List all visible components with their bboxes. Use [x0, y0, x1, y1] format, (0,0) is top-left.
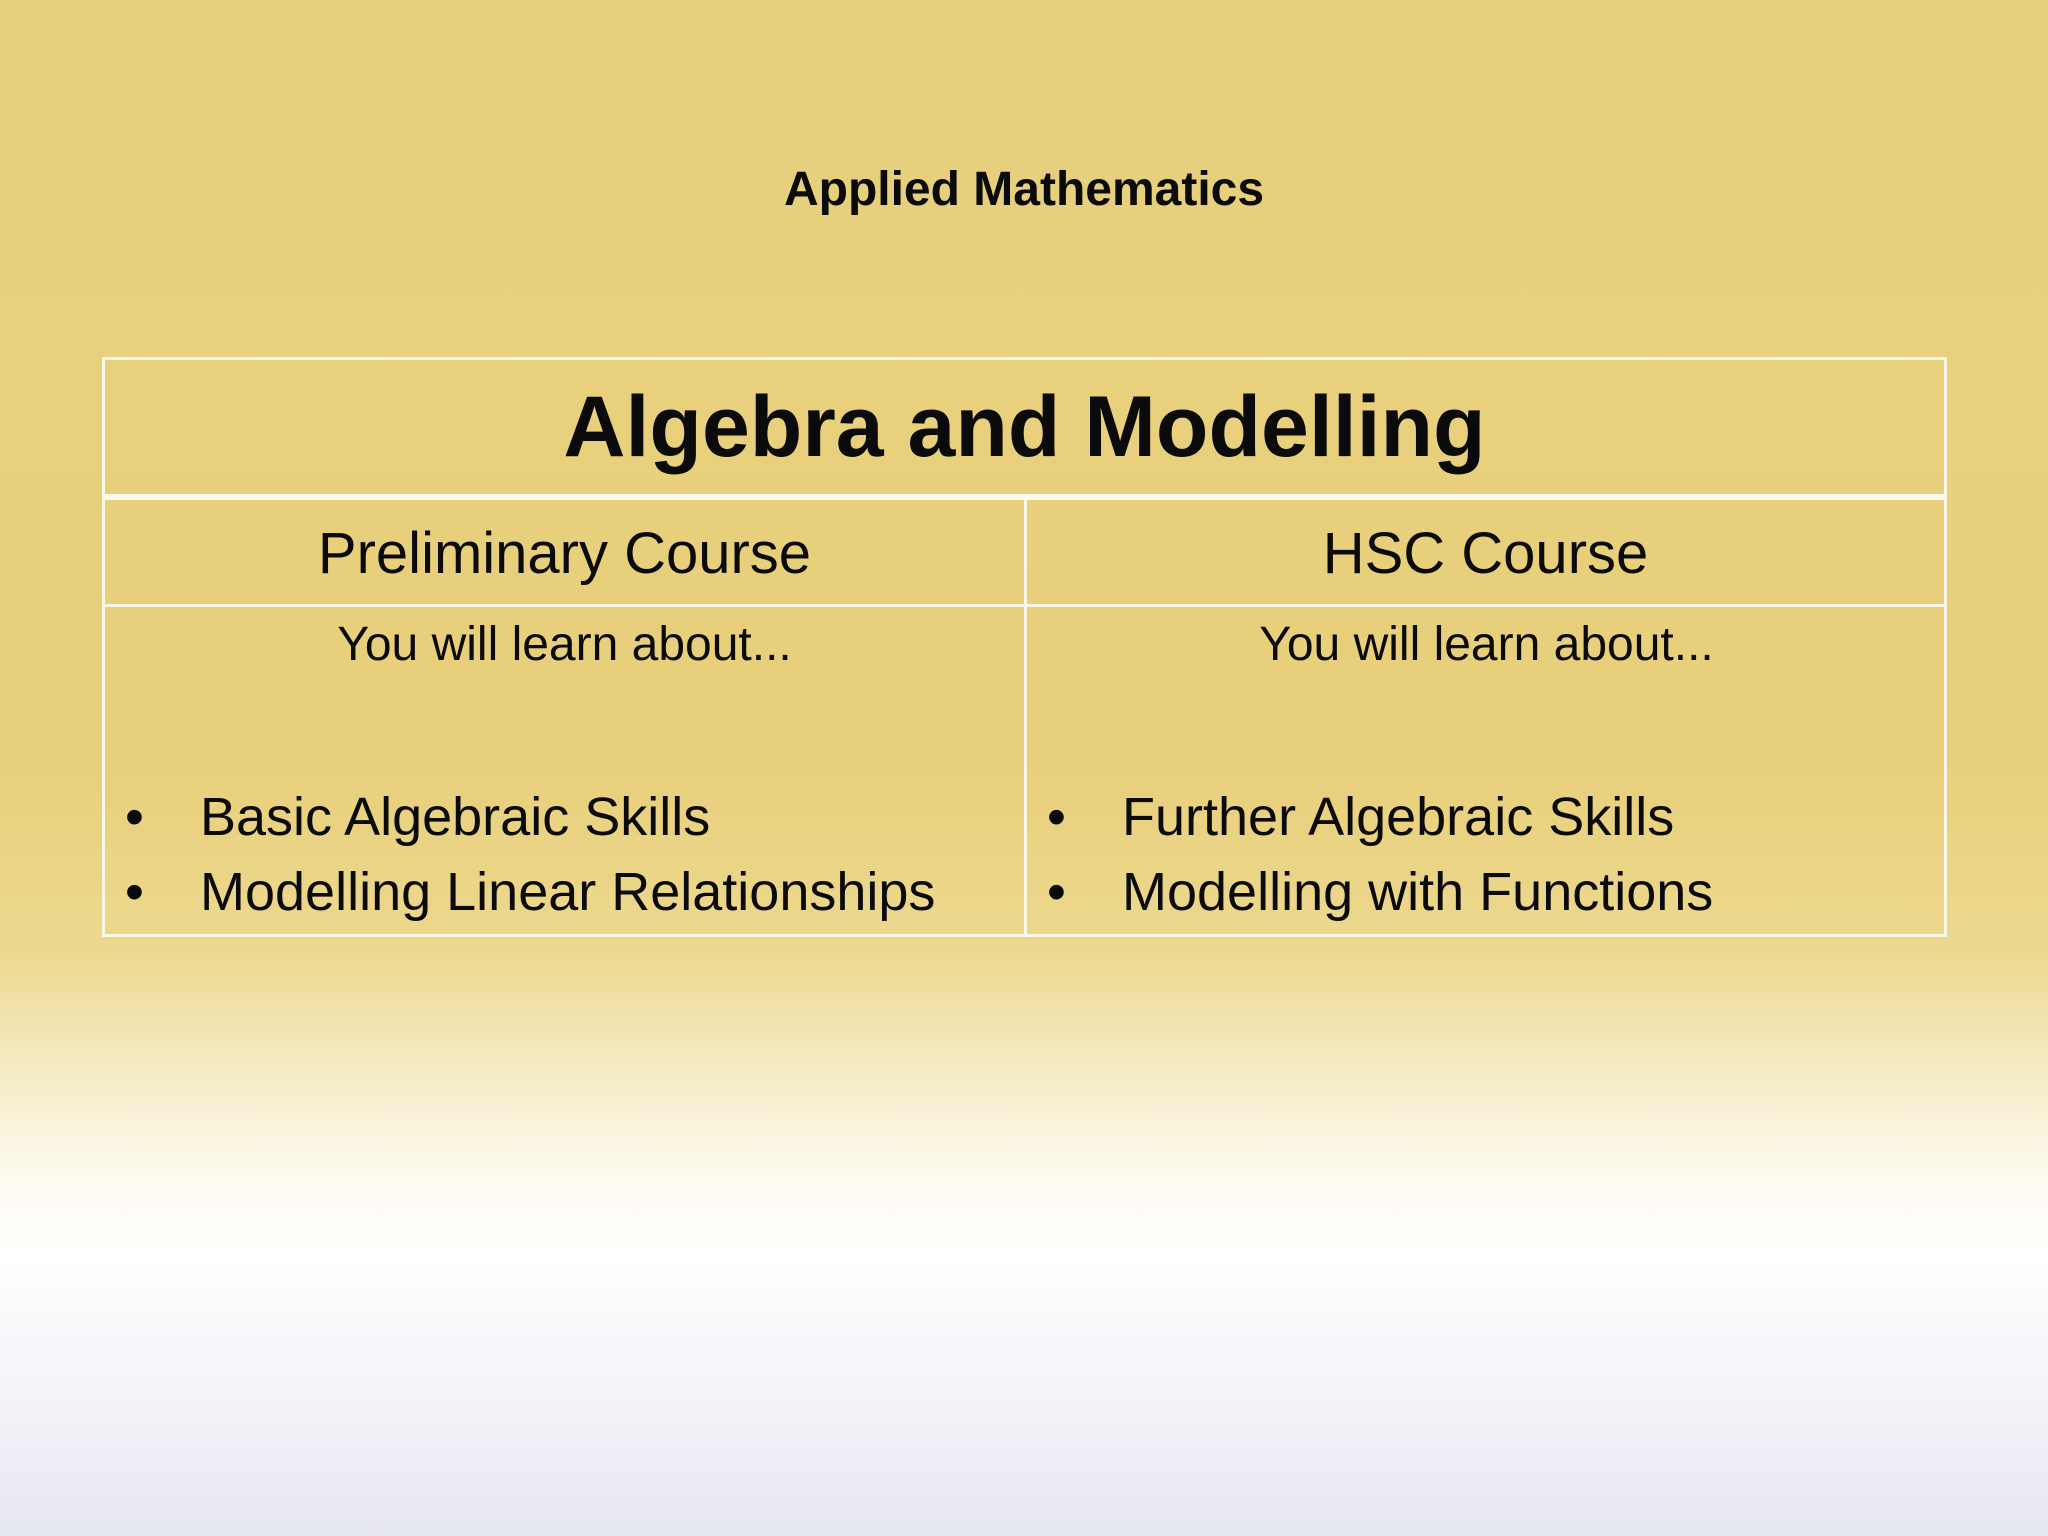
list-item-label: Further Algebraic Skills	[1122, 787, 1675, 847]
topic-list-hsc	[1027, 780, 1927, 930]
list-item	[105, 855, 1005, 930]
bullet-icon: •	[125, 787, 144, 847]
column-header-hsc: HSC Course	[1322, 521, 1649, 586]
list-item	[105, 780, 1005, 855]
bullet-icon: •	[1047, 862, 1066, 922]
column-intro-preliminary: You will learn about...	[337, 618, 792, 671]
row-divider	[105, 604, 1944, 607]
column-intro-hsc: You will learn about...	[1259, 618, 1714, 671]
course-table	[102, 357, 1947, 937]
slide-title: Applied Mathematics	[783, 163, 1265, 216]
bullet-icon: •	[1047, 787, 1066, 847]
column-header-preliminary: Preliminary Course	[317, 521, 812, 586]
list-item-label: Modelling Linear Relationships	[200, 862, 936, 922]
table-heading: Algebra and Modelling	[105, 360, 1944, 500]
bullet-icon: •	[125, 862, 144, 922]
list-item	[1027, 855, 1927, 930]
list-item-label: Modelling with Functions	[1122, 862, 1714, 922]
list-item	[1027, 780, 1927, 855]
topic-list-preliminary	[105, 780, 1005, 930]
list-item-label: Basic Algebraic Skills	[200, 787, 711, 847]
